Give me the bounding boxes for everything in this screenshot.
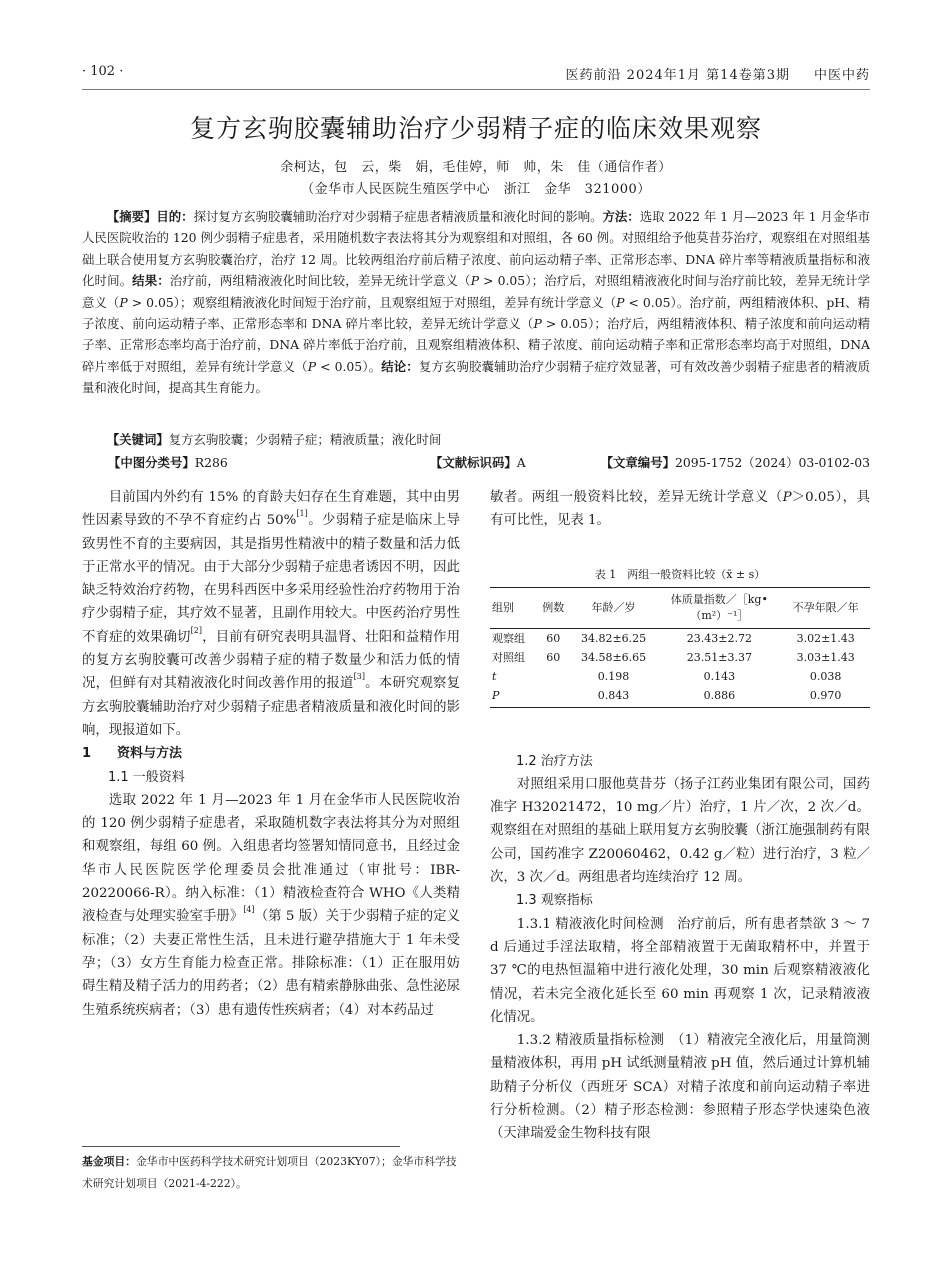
keywords-text: 复方玄驹胶囊；少弱精子症；精液质量；液化时间 xyxy=(168,432,442,447)
results-text: > 0.05）；观察组精液液化时间短于治疗前，且观察组短于对照组，差异有统计学意义（ xyxy=(127,294,617,310)
continued-paragraph xyxy=(490,486,870,533)
table-cell: t xyxy=(492,670,497,683)
general-data-text: 选取 2022 年 1 月—2023 年 1 月在金华市人民医院收治的 120 例少弱精子症患者，采取随机数字表法将其分为对照组和观察组，每组 60 例。入组患者均签署知情同意书，且经过金华市人民医院医学伦理委员会批准通过（审批号：IBR-20220066-R）。纳入标准：（1）精液检查符合 WHO《人类精液检查与处理实验室手册》 xyxy=(82,792,460,925)
objective-label: 目的： xyxy=(156,209,194,224)
results-text: > 0.05）；治疗后，两组精液体积、精子浓度和前向运动精子率、正常形态率均高于治疗前，DNA 碎片率低于治疗前，且观察组精液体积、精子浓度、前向运动精子率和正常形态率均高于对照组，DNA 碎片率低于对照组，差异有统计学意义（ xyxy=(82,316,870,374)
table-cell: 60 xyxy=(546,651,561,664)
table-header-cell: 例数 xyxy=(537,588,570,629)
liquefaction-paragraph: 1.3.1 精液液化时间检测 治疗前后，所有患者禁欲 3 ～ 7 d 后通过手淫法取精，将全部精液置于无菌取精杯中，并置于 37 ℃的电热恒温箱中进行液化处理，30 min 后观察精液液化情况，若未完全液化延长至 60 min 再观察 1 次，记录精液液化情况。 xyxy=(490,916,870,1025)
methods-text: 选取 2022 年 1 月—2023 年 1 月金华市人民医院收治的 120 例少弱精子症患者，采用随机数字表法将其分为观察组和对照组，各 60 例。对照组给予他莫昔芬治疗，观察组在对照组基础上联合使用复方玄驹胶囊治疗，治疗 12 周。比较两组治疗前后精子浓度、前向运动精子率、正常形态率、DNA 碎片率等精液质量指标和液化时间。 xyxy=(82,209,871,289)
general-data-text: （第 5 版）关于少弱精子症的定义标准；（2）夫妻正常性生活，且未进行避孕措施大于 1 年未受孕；（3）女方生育能力检查正常。排除标准：（1）正在服用妨碍生精及精子活力的用药者；（2）患有精索静脉曲张、急性泌尿生殖系统疾病者；（3）患有遗传性疾病者；（4）对本药品过 xyxy=(82,909,460,1018)
table-cell: 34.58±6.65 xyxy=(580,651,647,664)
p-symbol: P xyxy=(533,316,542,332)
left-column xyxy=(82,486,460,1022)
table-cell: 23.51±3.37 xyxy=(686,651,752,664)
table-cell: 0.970 xyxy=(781,686,870,708)
funding-label: 基金项目： xyxy=(82,1155,136,1168)
results-text: < 0.05）。治疗前，两组精液体积、pH、精子浓度、前向运动精子率、正常形态率和 DNA 碎片率比较，差异无统计学意义（ xyxy=(82,294,870,332)
table-cell: 0.886 xyxy=(657,686,781,708)
funding-text: 金华市中医药科学技术研究计划项目（2023KY07）；金华市科学技术研究计划项目（2021-4-222）。 xyxy=(82,1155,457,1190)
paper-title: 复方玄驹胶囊辅助治疗少弱精子症的临床效果观察 xyxy=(189,114,762,143)
conclusion-label: 结论： xyxy=(381,358,419,374)
section-heading-1: 1 资料与方法 xyxy=(82,746,183,762)
journal-info: 医药前沿 2024年1月 第14卷第3期 xyxy=(565,68,790,83)
funding-note xyxy=(82,1151,460,1195)
table-cell: 0.038 xyxy=(809,670,842,683)
methods-label: 方法： xyxy=(602,209,640,224)
citation-2: [2] xyxy=(190,625,202,635)
affiliation: （金华市人民医院生殖医学中心 浙江 金华 321000） xyxy=(301,182,651,197)
running-header xyxy=(82,64,870,84)
table-cell: 3.02±1.43 xyxy=(796,632,855,645)
quality-paragraph: 1.3.2 精液质量指标检测 （1）精液完全液化后，用量筒测量精液体积，再用 pH 试纸测量精液 pH 值，然后通过计算机辅助精子分析仪（西班牙 SCA）对精子浓度和前向运动精子率进行分析检测。（2）精子形态检测：参照精子形态学快速染色液（天津瑞爱金生物科技有限 xyxy=(490,1033,870,1142)
continued-text: 敏者。两组一般资料比较，差异无统计学意义（ xyxy=(490,490,783,505)
table-cell: 60 xyxy=(546,632,561,645)
table-cell xyxy=(537,667,570,686)
section-heading-1-3: 1.3 观察指标 xyxy=(516,893,593,909)
right-column xyxy=(490,486,870,1146)
footnote-rule xyxy=(82,1146,400,1147)
section-heading-1-1: 1.1 一般资料 xyxy=(108,769,185,785)
table-row xyxy=(490,686,870,708)
p-symbol: P xyxy=(470,273,480,289)
baseline-table xyxy=(490,587,870,708)
article-number-label: 【文章编号】 xyxy=(600,455,675,470)
p-symbol: P xyxy=(119,294,128,310)
table-cell: 0.143 xyxy=(703,670,736,683)
classification-line xyxy=(82,453,870,473)
intro-text: 目前国内外约有 15% 的育龄夫妇存在生育难题，其中由男性因素导致的不孕不育症约占 50% xyxy=(82,490,460,529)
abstract-label: 【摘要】 xyxy=(106,209,157,224)
table-row xyxy=(490,667,870,686)
doc-code: A xyxy=(516,455,526,470)
results-text: < 0.05）。 xyxy=(316,358,382,374)
table-row xyxy=(490,648,870,667)
author-list: 余柯达，包 云，柴 娟，毛佳婷，师 帅，朱 佳（通信作者） xyxy=(280,160,672,175)
clc-label: 【中图分类号】 xyxy=(108,455,195,470)
abstract xyxy=(82,206,870,399)
table-cell xyxy=(537,686,570,708)
p-symbol: P xyxy=(307,358,317,374)
table-header-cell: 组别 xyxy=(490,588,537,629)
table-cell: 3.03±1.43 xyxy=(796,651,855,664)
results-text: > 0.05）；治疗后，对照组精液液化时间与治疗前比较，差异无统计学意义（ xyxy=(82,273,871,310)
results-label: 结果： xyxy=(132,273,170,289)
table-row xyxy=(490,629,870,649)
continued-text: ＞0.05），具有可比性，见表 1。 xyxy=(490,490,871,529)
table-cell: 0.198 xyxy=(597,670,630,683)
table-cell: 观察组 xyxy=(492,632,525,645)
article-number: 2095-1752（2024）03-0102-03 xyxy=(674,455,870,470)
intro-text: ，目前有研究表明具温肾、壮阳和益精作用的复方玄驹胶囊可改善少弱精子症的精子数量少和活力低的情况，但鲜有对其精液液化时间改善作用的报道 xyxy=(82,629,461,692)
general-data-paragraph xyxy=(82,789,460,1022)
table-cell: P xyxy=(492,689,500,702)
table-header-row xyxy=(490,588,870,629)
keywords-label: 【关键词】 xyxy=(106,432,169,447)
section-heading-1-2: 1.2 治疗方法 xyxy=(516,753,593,769)
table-header-cell: 年龄／岁 xyxy=(570,588,658,629)
table-cell: 34.82±6.25 xyxy=(580,632,647,645)
table-cell: 对照组 xyxy=(492,651,525,664)
intro-text: 。本研究观察复方玄驹胶囊辅助治疗对少弱精子症患者精液质量和液化时间的影响，现报道如下。 xyxy=(82,676,461,738)
p-symbol: P xyxy=(616,294,625,310)
table-header-cell: 不孕年限／年 xyxy=(781,588,870,629)
page-number: · 102 · xyxy=(82,64,124,79)
table-header-cell: 体质量指数／［kg•（m²）⁻¹］ xyxy=(657,588,781,629)
table-cell: 0.843 xyxy=(570,686,658,708)
conclusion-text: 复方玄驹胶囊辅助治疗少弱精子症疗效显著，可有效改善少弱精子症患者的精液质量和液化时间，提高其生育能力。 xyxy=(82,358,871,396)
treatment-paragraph: 对照组采用口服他莫昔芬（扬子江药业集团有限公司，国药准字 H32021472，10 mg／片）治疗，1 片／次，2 次／d。观察组在对照组的基础上联用复方玄驹胶囊（浙江施强制药有限公司，国药准字 Z20060462，0.42 g／粒）进行治疗，3 粒／次，3 次／d。两组患者均连续治疗 12 周。 xyxy=(490,776,870,886)
table-cell: 23.43±2.72 xyxy=(686,632,752,645)
keywords xyxy=(82,430,870,448)
results-text: 治疗前，两组精液液化时间比较，差异无统计学意义（ xyxy=(169,273,471,289)
p-symbol: P xyxy=(782,490,792,505)
citation-3: [3] xyxy=(353,672,365,682)
doc-code-label: 【文献标识码】 xyxy=(430,455,517,470)
citation-4: [4] xyxy=(243,905,255,915)
clc-code: R286 xyxy=(194,455,228,470)
objective-text: 探讨复方玄驹胶囊辅助治疗对少弱精子症患者精液质量和液化时间的影响。 xyxy=(193,209,603,224)
header-rule xyxy=(82,89,870,90)
intro-paragraph xyxy=(82,486,460,742)
table-caption: 表 1 两组一般资料比较（x̄ ± s） xyxy=(594,568,766,581)
journal-section: 中医中药 xyxy=(813,68,870,83)
citation-1: [1] xyxy=(296,509,308,519)
intro-text: 。少弱精子症是临床上导致男性不育的主要病因，其是指男性精液中的精子数量和活力低于正常水平的情况。由于大部分少弱精子症患者诱因不明，因此缺乏特效治疗药物，在男科西医中多采用经验性治疗药物用于治疗少弱精子症，其疗效不显著，且副作用较大。中医药治疗男性不育症的效果确切 xyxy=(82,513,460,645)
